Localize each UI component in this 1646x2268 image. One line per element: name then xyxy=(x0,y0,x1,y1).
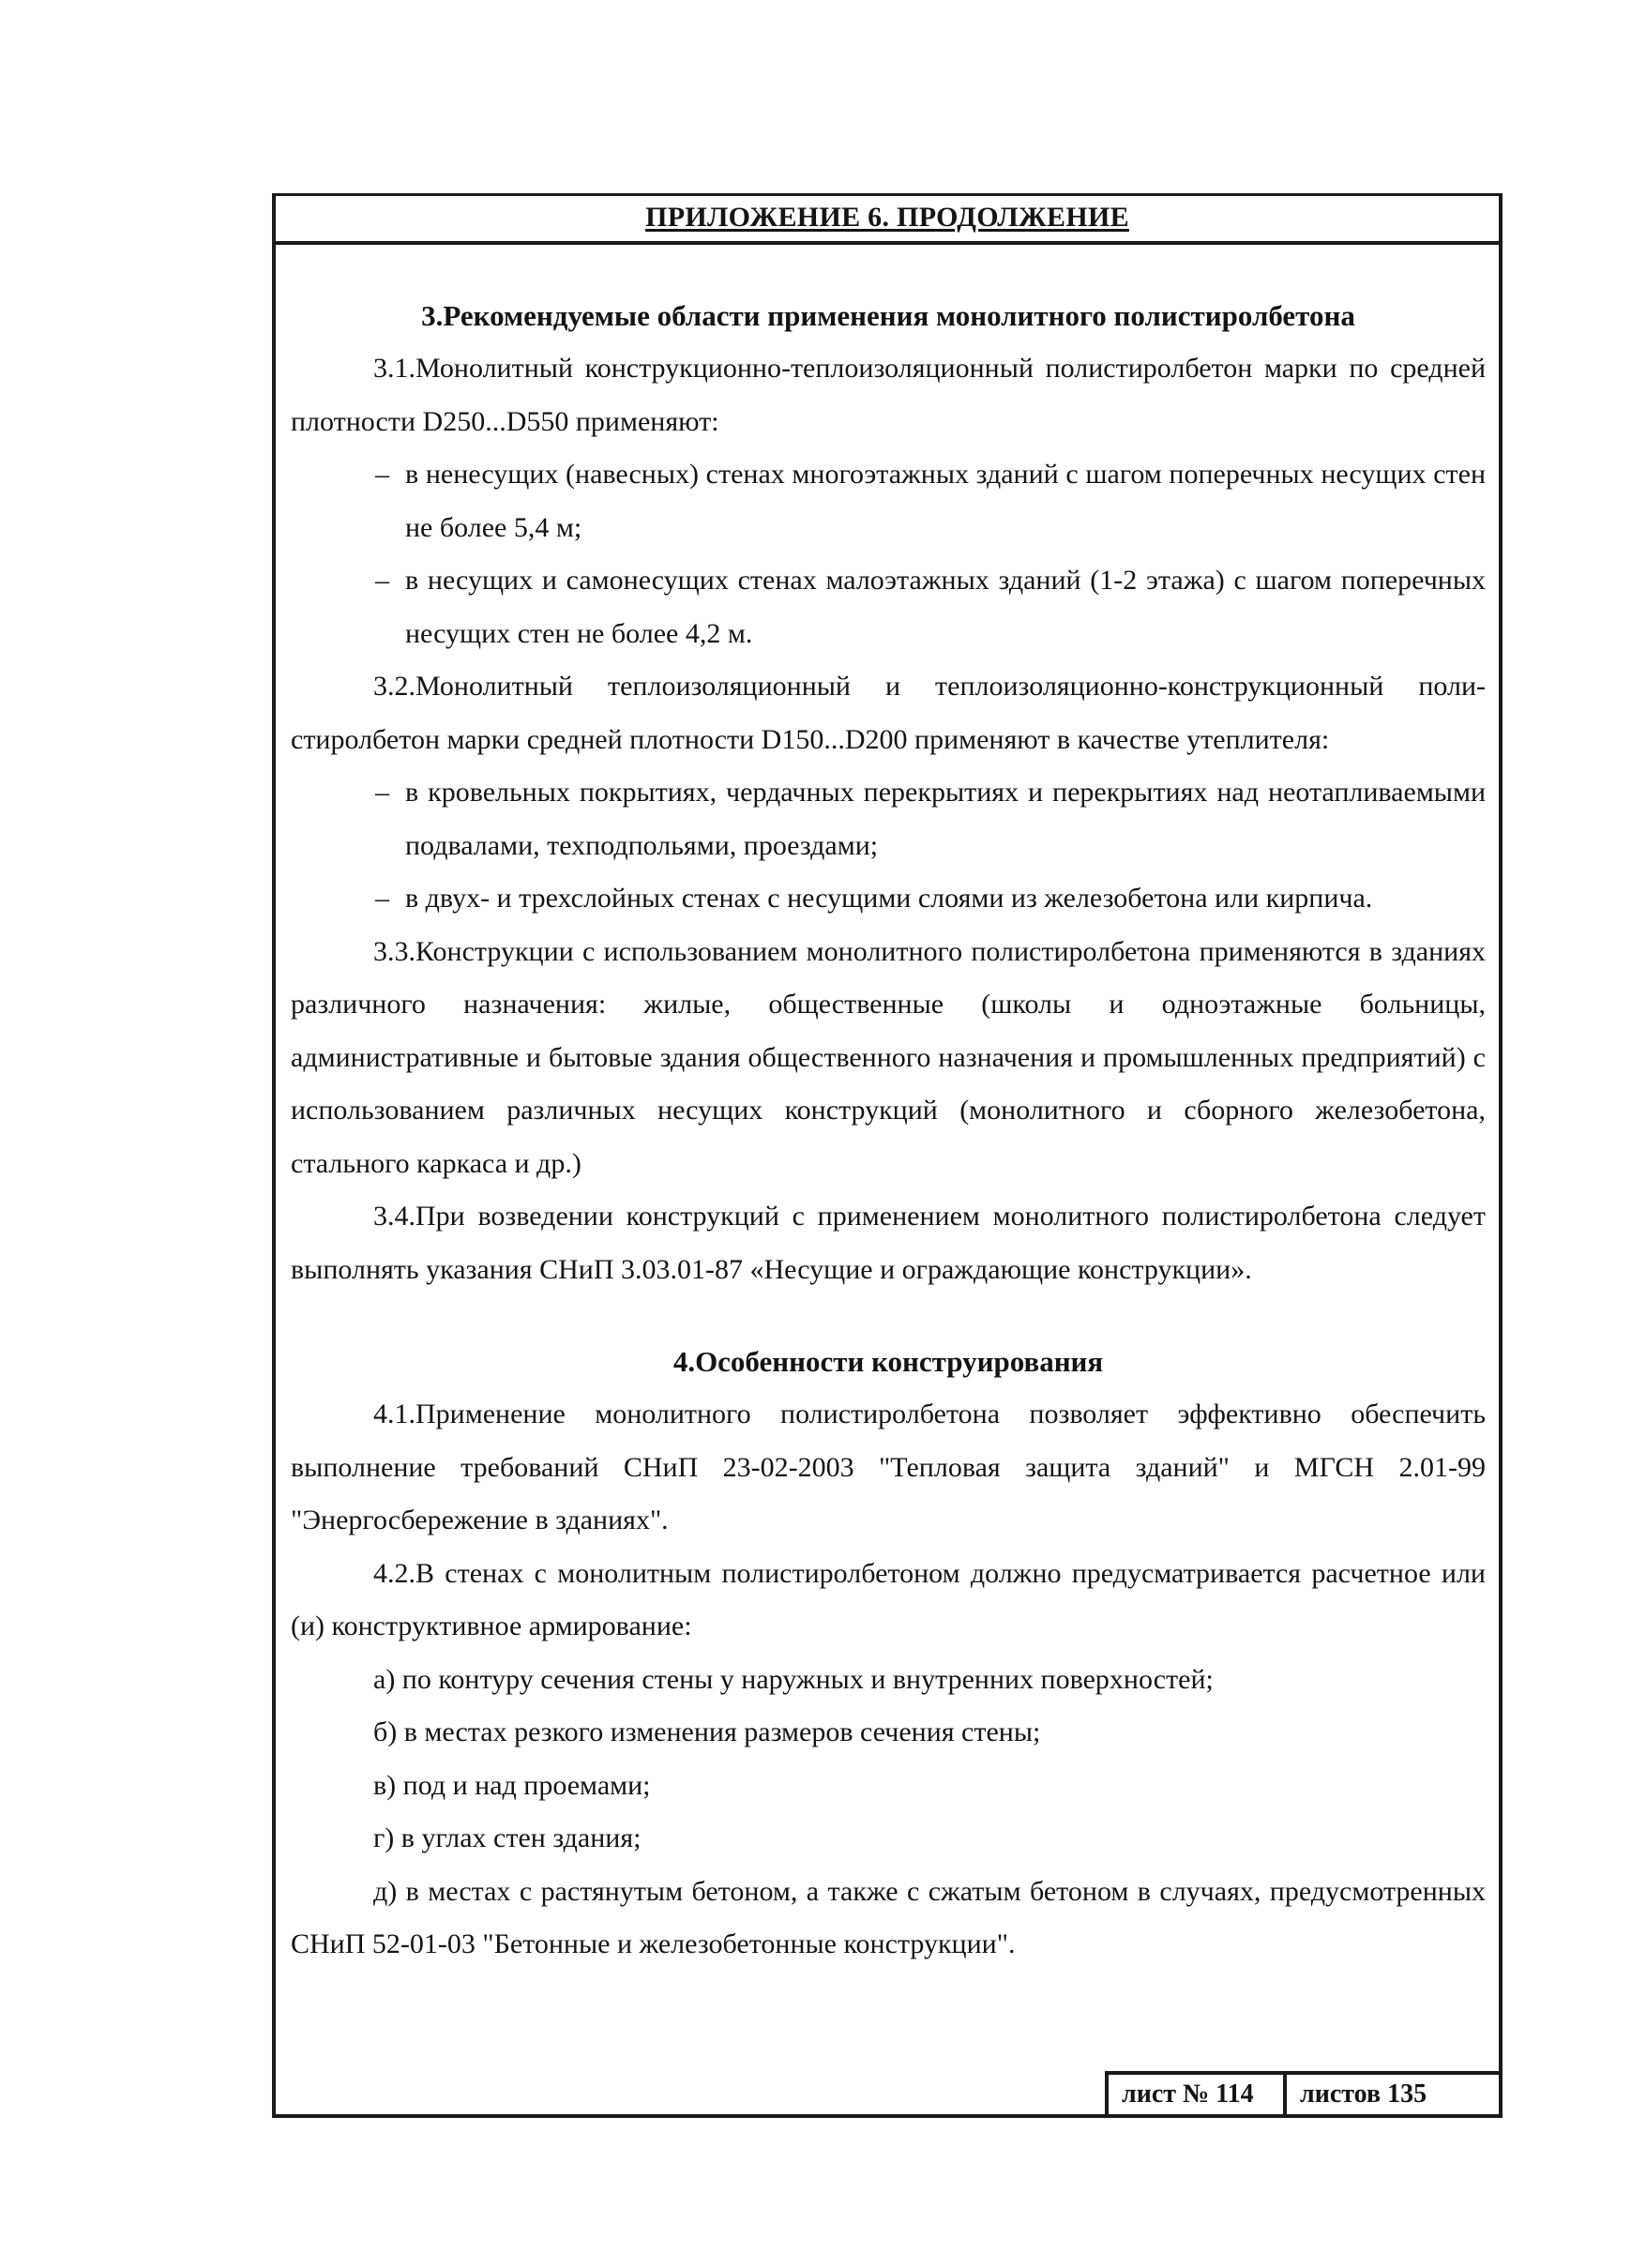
list-item-text: в несущих и самонесущих стенах малоэтажных зданий (1-2 этажа) с шагом поперечных несущих стен не более 4,2 м. xyxy=(405,565,1486,649)
list-item-text: в двух- и трехслойных стенах с несущими слоями из железобетона или кирпича. xyxy=(405,883,1373,914)
list-item: г) в углах стен здания; xyxy=(373,1822,642,1853)
dash-bullet: – xyxy=(375,883,389,914)
list-item xyxy=(291,872,1486,926)
document-body xyxy=(291,290,1486,1972)
paragraph-3-1: 3.1.Монолитный конструкционно-теплоизоляционный полистиролбетон марки по средней плотности D250...D550 применяют: xyxy=(291,353,1486,437)
list-item: а) по контуру сечения стены у наружных и внутренних поверхностей; xyxy=(373,1663,1214,1695)
list-item: д) в местах с растянутым бетоном, а также с сжатым бетоном в случаях, предусмотренных СНиП 52-01-03 "Бетонные и железобетонные конструкции". xyxy=(291,1875,1486,1959)
paragraph-3-3: 3.3.Конструкции с использованием монолитного полистиролбетона применяются в зданиях различного назначения: жилые, общественные (школы и одноэтажные больницы, административные и бытовые здания общественного назначения и промышленных предприятий) с использованием различных несущих конструкций (монолитного и сборного железобетона, стального каркаса и др.) xyxy=(291,935,1486,1179)
header-bar xyxy=(276,196,1499,245)
section-4-title: 4.Особенности конструирования xyxy=(672,1345,1104,1378)
sheet-number: лист № 114 xyxy=(1109,2075,1287,2118)
list-item-text: в ненесущих (навесных) стенах многоэтажных зданий с шагом поперечных несущих стен не более 5,4 м; xyxy=(405,459,1486,543)
paragraph-4-1: 4.1.Применение монолитного полистиролбетона позволяет эффективно обеспечить выполнение требований СНиП 23-02-2003 "Тепловая защита зданий" и МГСН 2.01-99 "Энергосбережение в зданиях". xyxy=(291,1399,1486,1535)
paragraph-4-2: 4.2.В стенах с монолитным полистиролбетоном должно предусматривается расчетное или (и) конструктивное армирование: xyxy=(291,1557,1486,1641)
dash-bullet: – xyxy=(375,777,389,808)
section-spacer xyxy=(291,1296,1486,1336)
document-frame xyxy=(272,193,1503,2118)
sheet-total: листов 135 xyxy=(1300,2079,1427,2109)
list-item xyxy=(291,554,1486,660)
list-item: б) в местах резкого изменения размеров сечения стены; xyxy=(373,1716,1041,1747)
list-item xyxy=(291,766,1486,872)
list-item xyxy=(291,448,1486,554)
page-title: ПРИЛОЖЕНИЕ 6. ПРОДОЛЖЕНИЕ xyxy=(645,202,1129,233)
paragraph-3-2: 3.2.Монолитный теплоизоляционный и теплоизоляционно-конструкционный полистиролбетон марки средней плотности D150...D200 применяют в качестве утеплителя: xyxy=(291,671,1486,755)
list-item-text: в кровельных покрытиях, чердачных перекрытиях и перекрытиях над неотапливаемыми подвалами, техподпольями, проездами; xyxy=(405,777,1486,861)
dash-bullet: – xyxy=(375,565,389,596)
paragraph-3-4: 3.4.При возведении конструкций с применением монолитного полистиролбетона следует выполнять указания СНиП 3.03.01-87 «Несущие и ограждающие конструкции». xyxy=(291,1201,1486,1285)
sheet-stamp xyxy=(1105,2071,1503,2118)
dash-bullet: – xyxy=(375,459,389,490)
section-3-title: 3.Рекомендуемые области применения монолитного полистиролбетона xyxy=(421,299,1355,332)
list-item: в) под и над проемами; xyxy=(373,1769,651,1801)
